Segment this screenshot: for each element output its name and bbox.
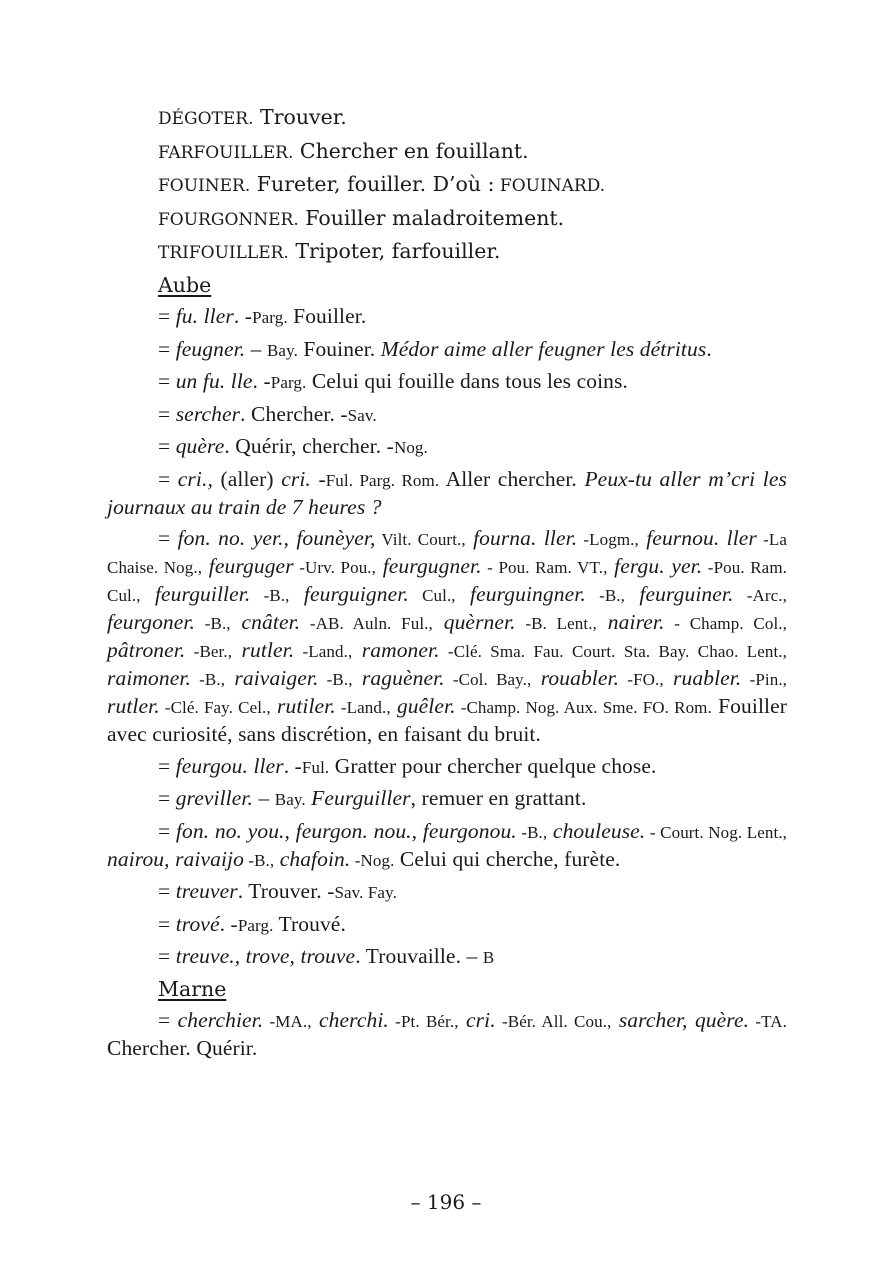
locality: - Pou. Ram. VT., <box>481 558 608 577</box>
entry-trifouiller <box>107 238 787 267</box>
definition: Fouiller. <box>287 304 367 328</box>
locality: -TA. <box>749 1012 787 1031</box>
definition: Fouiller maladroitement. <box>298 205 565 230</box>
entry-treuve <box>107 943 787 971</box>
locality: -AB. Auln. Ful., <box>300 614 433 633</box>
locality: -Champ. Nog. Aux. Sme. FO. Rom. <box>455 698 712 717</box>
definition: Fureter, fouiller. D’où : <box>250 172 495 196</box>
locality: -Nog. <box>350 850 395 870</box>
dialect-word: quèrner. <box>432 610 516 634</box>
dialect-word: cri. <box>281 466 311 491</box>
dialect-word: quère <box>175 434 225 458</box>
locality: -Col. Bay., <box>444 670 532 689</box>
dialect-word: feurgou. ller <box>175 753 284 778</box>
dialect-word: rutler. <box>107 694 160 718</box>
locality: -MA., <box>263 1012 312 1031</box>
locality: -FO., <box>619 670 664 689</box>
dialect-word: cherchi. <box>311 1008 389 1032</box>
equals-sign: = <box>158 401 176 426</box>
entry-feugner <box>107 336 787 364</box>
dialect-word: fon. no. you., feurgon. nou., feurgonou. <box>175 818 517 843</box>
definition: Tripoter, farfouiller. <box>288 239 501 263</box>
dialect-word: treuver <box>175 879 238 903</box>
definition: . Trouvaille. – <box>355 944 483 968</box>
dialect-word: rutiler. <box>270 694 336 718</box>
definition: Chercher en fouillant. <box>293 138 529 163</box>
dialect-word: guêler. <box>390 694 456 718</box>
locality: -B., <box>243 850 275 870</box>
definition: Celui qui cherche, furète. <box>394 846 621 871</box>
dialect-word: fergu. yer. <box>607 554 703 578</box>
page-body <box>107 104 787 1067</box>
dialect-word: raivaiger. <box>225 666 319 690</box>
locality: -La Chaise. Nog., <box>107 530 788 577</box>
separator: . - <box>252 369 271 393</box>
section-heading-aube <box>107 272 787 299</box>
dialect-word: rutler. <box>232 638 295 662</box>
section-title: Aube <box>158 272 212 297</box>
dialect-word: fourna. ller. <box>465 526 578 550</box>
definition: Aller chercher. <box>439 466 585 491</box>
equals-sign: = <box>158 753 176 778</box>
dialect-word: ruabler. <box>663 666 742 690</box>
separator: - <box>310 466 326 491</box>
entry-feurgou-ller <box>107 753 787 781</box>
dialect-word: chafoin. <box>274 846 351 871</box>
entry-fouiner <box>107 171 787 200</box>
dialect-word: feurgoner. <box>107 610 195 634</box>
dialect-word: feurguiner. <box>625 582 734 606</box>
equals-sign: = <box>158 304 176 328</box>
locality: -B., <box>190 670 226 689</box>
example: Médor aime aller feugner les détritus <box>380 336 707 361</box>
equals-sign: = <box>158 336 176 361</box>
dialect-word: raimoner. <box>107 666 191 690</box>
dialect-word: feurguiller. <box>140 582 251 606</box>
equals-sign: = <box>158 434 176 458</box>
entry-cri <box>107 466 787 521</box>
definition: . Chercher. - <box>240 401 348 426</box>
dialect-word: nairer. <box>596 610 665 634</box>
locality: -Pt. Bér., <box>388 1012 459 1031</box>
dialect-word: treuve., trove, trouve <box>175 944 356 968</box>
headword: DÉGOTER. <box>158 109 254 129</box>
definition: , remuer en grattant. <box>410 786 587 810</box>
locality: -B., <box>250 586 290 605</box>
dialect-word: pâtroner. <box>107 638 186 662</box>
locality: Parg. <box>270 373 307 392</box>
definition: Fouiner. <box>297 336 381 361</box>
locality: -Arc., <box>733 586 787 605</box>
dialect-word: nairou, raivaijo <box>107 846 244 871</box>
locality: Vilt. Court., <box>375 530 466 549</box>
equals-sign: = <box>158 786 176 810</box>
locality: Parg. <box>237 915 274 935</box>
locality: - Court. Nog. Lent., <box>645 822 788 842</box>
entry-farfouiller <box>107 138 787 167</box>
definition: Fouiller avec curiosité, sans discrétion, en faisant du bruit. <box>107 694 787 746</box>
locality: -B., <box>585 586 625 605</box>
dialect-word: sercher <box>175 401 241 426</box>
dialect-word: feurgugner. <box>376 554 482 578</box>
dialect-word: feurguger <box>202 554 294 578</box>
definition: Celui qui fouille dans tous les coins. <box>306 369 628 393</box>
locality: -Land., <box>294 642 353 661</box>
locality: -B., <box>195 614 231 633</box>
page-number: – 196 – <box>410 1190 482 1214</box>
dialect-word: feurnou. ller <box>638 526 757 550</box>
locality: Cul., <box>408 586 456 605</box>
definition: . Quérir, chercher. - <box>224 434 394 458</box>
locality: -Logm., <box>577 530 639 549</box>
headword: FOUINER. <box>158 176 251 196</box>
equals-sign: = <box>158 526 178 550</box>
headword: FOURGONNER. <box>158 209 299 230</box>
section-heading-marne <box>107 976 787 1003</box>
aside: (aller) <box>212 466 282 491</box>
locality: -Urv. Pou., <box>293 558 377 577</box>
dialect-word: fu. ller <box>175 304 234 328</box>
locality: Ful. Parg. Rom. <box>325 470 440 490</box>
definition: Trouver. <box>253 105 347 129</box>
equals-sign: = <box>158 818 176 843</box>
separator: . <box>706 336 712 361</box>
entry-quere <box>107 433 787 461</box>
entry-un-fu-lle <box>107 368 787 396</box>
separator: . - <box>233 304 253 328</box>
entry-greviller <box>107 785 787 813</box>
locality: Sav. Fay. <box>334 883 397 902</box>
locality: B <box>482 948 495 967</box>
dialect-word: raguèner. <box>352 666 445 690</box>
locality: -Pou. Ram. Cul., <box>107 558 787 605</box>
dialect-word: Feurguiller <box>311 786 411 810</box>
separator: – <box>252 786 275 810</box>
locality: Nog. <box>393 438 428 457</box>
dialect-word: cri. <box>458 1008 496 1032</box>
equals-sign: = <box>158 879 176 903</box>
dialect-word: cnâter. <box>230 610 301 634</box>
dialect-word: cherchier. <box>177 1008 264 1032</box>
dialect-word: cri., <box>177 466 213 491</box>
separator: . - <box>219 911 238 936</box>
entry-trove <box>107 911 787 939</box>
entry-cherchier <box>107 1007 787 1062</box>
headword: TRIFOUILLER. <box>158 243 289 263</box>
section-title: Marne <box>158 976 227 1001</box>
dialect-word: feurguingner. <box>455 582 586 606</box>
definition: Trouvé. <box>273 911 346 936</box>
locality: -Land., <box>335 698 391 717</box>
dialect-word: chouleuse. <box>547 818 646 843</box>
entry-fu-ller <box>107 303 787 331</box>
definition: Chercher. Quérir. <box>107 1036 258 1060</box>
locality: Bay. <box>274 790 306 809</box>
entry-fon-no-yer <box>107 525 787 748</box>
locality: Ful. <box>301 757 330 777</box>
locality: -Clé. Sma. Fau. Court. Sta. Bay. Chao. Lent., <box>439 642 788 661</box>
dialect-word: feugner. <box>175 336 246 361</box>
dialect-word: ramoner. <box>352 638 440 662</box>
dialect-word: un fu. lle <box>175 369 253 393</box>
entry-fourgonner <box>107 205 787 234</box>
equals-sign: = <box>158 369 176 393</box>
entry-treuver <box>107 878 787 906</box>
locality: Parg. <box>252 308 288 327</box>
equals-sign: = <box>158 466 178 491</box>
equals-sign: = <box>158 1008 178 1032</box>
locality: -Pin., <box>741 670 788 689</box>
dialect-word: greviller. <box>175 786 253 810</box>
dialect-word: sarcher, quère. <box>611 1008 750 1032</box>
locality: Bay. <box>266 340 298 360</box>
locality: -B., <box>318 670 353 689</box>
entry-fon-no-you <box>107 818 787 874</box>
separator: . - <box>283 753 302 778</box>
locality: -Ber., <box>185 642 233 661</box>
derived-word: FOUINARD. <box>494 176 606 196</box>
locality: Sav. <box>347 405 377 425</box>
locality: -Bér. All. Cou., <box>495 1012 612 1031</box>
locality: - Champ. Col., <box>664 614 787 633</box>
entry-sercher <box>107 401 787 429</box>
dialect-word: rouabler. <box>531 666 620 690</box>
entry-degoter <box>107 104 787 133</box>
separator: – <box>245 336 267 361</box>
headword: FARFOUILLER. <box>158 142 294 163</box>
definition: Gratter pour chercher quelque chose. <box>329 753 657 778</box>
locality: -Clé. Fay. Cel., <box>159 698 271 717</box>
definition: . Trouver. - <box>237 879 335 903</box>
equals-sign: = <box>158 911 176 936</box>
example: Peux-tu aller m’cri les journaux au train de 7 heures ? <box>107 466 787 519</box>
locality: -B., <box>516 822 548 842</box>
equals-sign: = <box>158 944 176 968</box>
dialect-word: feurguigner. <box>289 582 409 606</box>
dialect-word: fon. no. yer., founèyer, <box>177 526 376 550</box>
locality: -B. Lent., <box>515 614 597 633</box>
dialect-word: trové <box>175 911 220 936</box>
